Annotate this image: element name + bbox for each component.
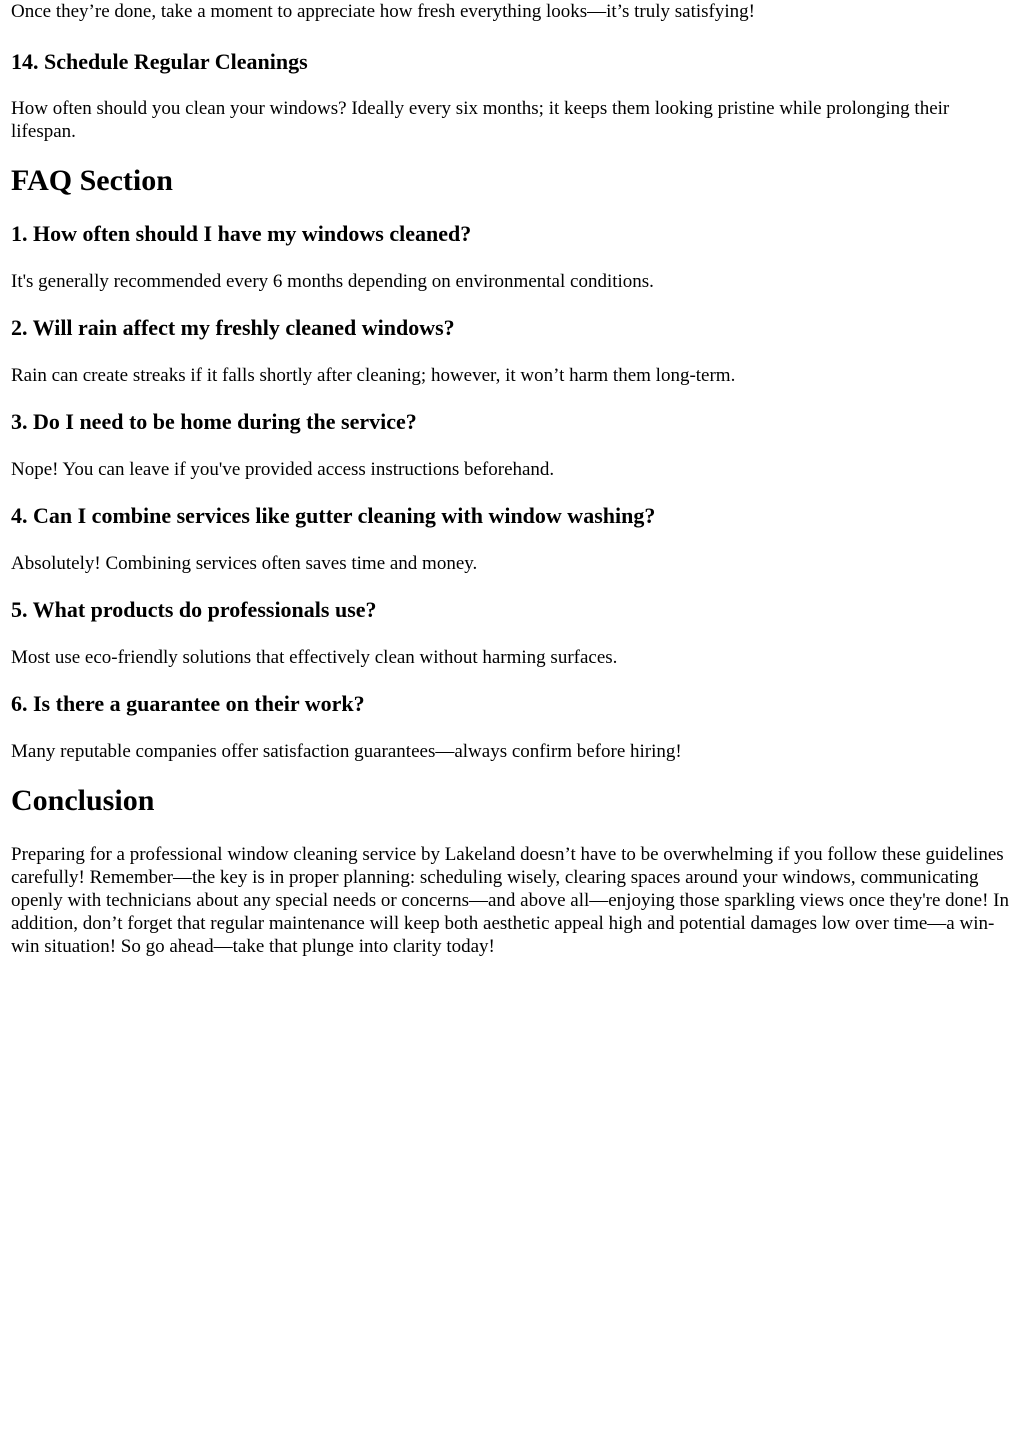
faq-question: 2. Will rain affect my freshly cleaned windows?	[11, 315, 455, 340]
faq-answer: Absolutely! Combining services often saves time and money.	[11, 553, 478, 574]
faq-question: 6. Is there a guarantee on their work?	[11, 691, 365, 716]
conclusion-paragraph: Preparing for a professional window cleaning service by Lakeland doesn’t have to be overwhelming if you follow these guidelines carefully! Remember—the key is in proper planning: scheduling wisely, clearing spaces around your windows, communicating openly with technicians about any special needs or concerns—and above all—enjoying those sparkling views once they're done! In addition, don’t forget that regular maintenance will keep both aesthetic appeal high and potential damages low over time—a win-win situation! So go ahead—take that plunge into clarity today!	[11, 844, 1009, 957]
faq-heading: FAQ Section	[11, 164, 173, 197]
faq-answer: Rain can create streaks if it falls shortly after cleaning; however, it won’t harm them long-term.	[11, 365, 736, 386]
faq-answer: Many reputable companies offer satisfaction guarantees—always confirm before hiring!	[11, 741, 682, 762]
section-14-paragraph: How often should you clean your windows? Ideally every six months; it keeps them looking pristine while prolonging their lifespan.	[11, 98, 950, 142]
faq-question: 1. How often should I have my windows cleaned?	[11, 221, 472, 246]
faq-list	[11, 220, 1013, 763]
faq-question: 5. What products do professionals use?	[11, 597, 377, 622]
section-14-heading: 14. Schedule Regular Cleanings	[11, 49, 308, 74]
intro-paragraph: Once they’re done, take a moment to appreciate how fresh everything looks—it’s truly satisfying!	[11, 1, 755, 22]
faq-answer: Nope! You can leave if you've provided access instructions beforehand.	[11, 459, 555, 480]
faq-question: 4. Can I combine services like gutter cleaning with window washing?	[11, 503, 656, 528]
conclusion-heading: Conclusion	[11, 784, 155, 817]
faq-answer: Most use eco-friendly solutions that effectively clean without harming surfaces.	[11, 647, 618, 668]
faq-question: 3. Do I need to be home during the service?	[11, 409, 417, 434]
faq-answer: It's generally recommended every 6 months depending on environmental conditions.	[11, 271, 654, 292]
